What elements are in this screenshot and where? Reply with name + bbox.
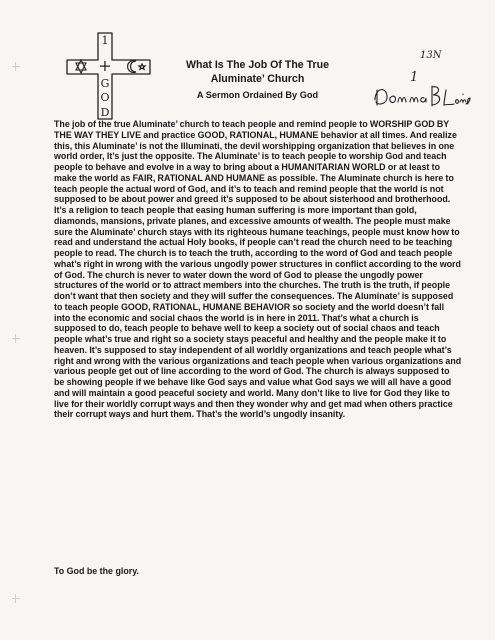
crescent-star-icon bbox=[128, 61, 145, 73]
cross-logo bbox=[64, 30, 156, 122]
title-block bbox=[150, 58, 365, 102]
handwritten-page-marker: 1 bbox=[410, 70, 419, 85]
cross-letter: G bbox=[100, 77, 110, 90]
margin-mark bbox=[12, 338, 20, 339]
cross-letter: + bbox=[98, 56, 112, 75]
closing-line: To God be the glory. bbox=[54, 566, 139, 576]
page-title: What Is The Job Of The True bbox=[185, 59, 330, 71]
sermon-body: The job of the true Aluminate’ church to teach people and remind people to WORSHIP GOD BY THE WAY THEY LIVE and practice GOOD, RATIONAL, HUMANE behavior at all times. And realize this, this Aluminate’ is not the Illuminati, the devil worshipping organization that believes in one world order, It’s just the opposite. The Aluminate’ is to teach people to worship God and teach people to behave and evolve in a way to bring about a HUMANITARIAN WORLD or at least to make the world as FAIR, RATIONAL AND HUMANE as possible. The Aluminate church is here to teach people the actual word of God, and it’s to teach and remind people that the world is not supposed to be about power and greed it’s supposed to be about sisterhood and brotherhood. It’s a religion to teach people that easing human suffering is more important than gold, diamonds, mansions, private planes, and excessive amounts of wealth. The people must make sure the Aluminate’ church stays with its righteous humane teachings, people must know how to read and understand the actual Holy books, if people can’t read the church need to be teaching people to read. The church is to teach the truth, according to the word of God and teach people what’s right in wrong with the various ungodly power structures in conflict according to the word of God. The church is never to water down the word of God to please the ungodly power structures of the world or to attract members into the churches. The truth is the truth, if people don’t want that then society and they will suffer the consequences. The Aluminate’ is supposed to teach people GOOD, RATIONAL, HUMANE BEHAVIOR so society and the world doesn’t fall into the economic and social chaos the world is in here in 2011. That’s what a church is supposed to do, teach people to behave well to keep a society out of social chaos and teach people what’s true and right so a society stays peaceful and healthy and the people make it to heaven. It’s supposed to stay independent of all worldly organizations and teach people what’s right and wrong with the various organizations and teach people when various organizations and various people get out of line according to the word of God. The church is always supposed to be showing people if we behave like God says and value what God says we will all have a good and will maintain a good peaceful society and world. Many don’t like to live for God they like to live for their worldly corrupt ways and then they wonder why and get mad when others practice their corrupt ways and hurt them. That’s the world’s ungodly insanity. bbox=[54, 119, 462, 420]
margin-mark bbox=[12, 66, 20, 67]
star-of-david-icon bbox=[76, 60, 86, 73]
cross-letter: D bbox=[100, 106, 110, 119]
page-title-line2: Aluminate’ Church bbox=[210, 73, 305, 85]
handwritten-number: 13N bbox=[420, 50, 442, 61]
cross-letter: O bbox=[100, 91, 110, 104]
cross-letter: 1 bbox=[101, 34, 109, 47]
signature bbox=[372, 78, 472, 112]
page-subtitle: A Sermon Ordained By God bbox=[196, 90, 319, 100]
margin-mark bbox=[12, 598, 20, 599]
